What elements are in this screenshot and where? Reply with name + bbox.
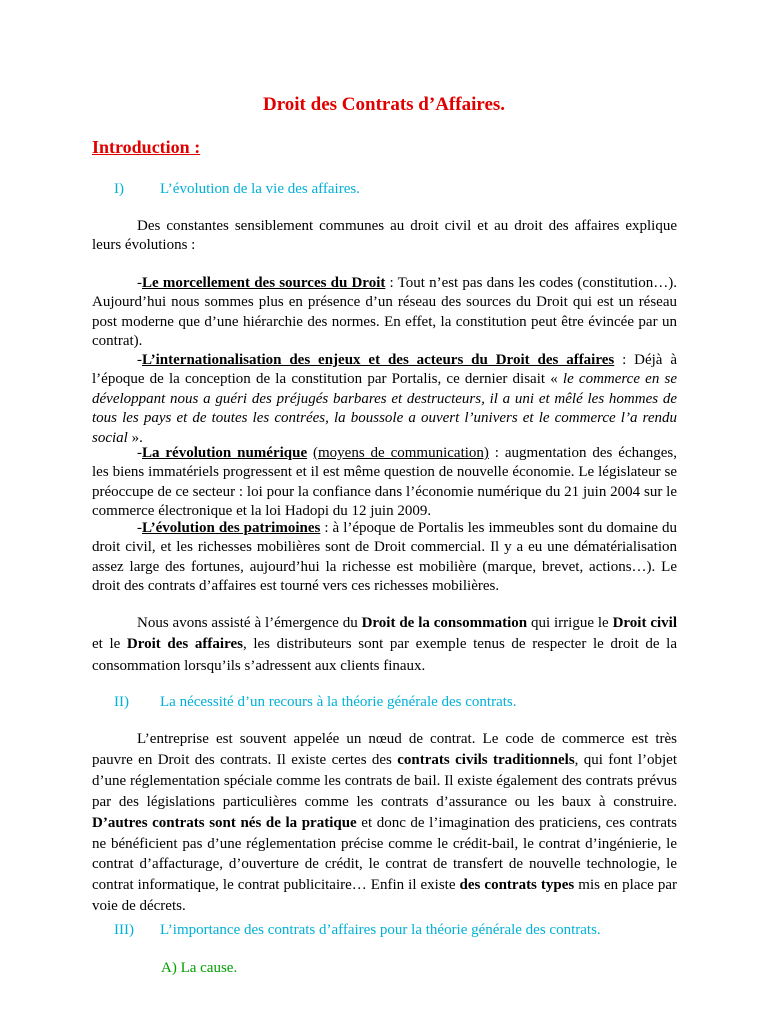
section-1-title: L’évolution de la vie des affaires. [160, 181, 360, 197]
paragraph-contrats [92, 729, 677, 917]
paragraph-text: et donc de l’imagination des praticiens, ces contrats ne bénéficient pas d’une réglementation précise comme le crédit-bail, le contrat d’ingénierie, le contrat d’affacturage, d’ouverture de crédit, le contrat de transfert de nouvelle technologie, le contrat informatique, le contrat publicitaire… Enfin il existe [92, 814, 677, 894]
paragraph-text: et le [92, 636, 127, 653]
bold-droit-consommation: Droit de la consommation [361, 615, 528, 631]
section-3-title: L’importance des contrats d’affaires pour la théorie générale des contrats. [160, 922, 601, 938]
paragraph-consommation [92, 613, 677, 677]
section-3-number: III) [114, 922, 134, 938]
paragraph-text: mis en place par voie de décrets. [92, 877, 678, 915]
bold-droit-affaires: Droit des affaires [126, 636, 243, 653]
section-2-title: La nécessité d’un recours à la théorie générale des contrats. [160, 694, 517, 710]
paragraph-text-end: ». [127, 429, 143, 446]
paragraph-dash: - [137, 445, 142, 461]
paragraph-text: L’entreprise est souvent appelée un nœud de contrat. Le code de commerce est très pauvre en Droit des contrats. Il existe certes des [92, 731, 677, 768]
paragraph-revolution-numerique [92, 444, 677, 522]
heading-evolution-patrimoines: L’évolution des patrimoines [142, 520, 321, 536]
paragraph-text: Nous avons assisté à l’émergence du [137, 615, 362, 631]
paragraph-dash: - [137, 275, 142, 291]
heading-revolution-numerique: La révolution numérique [142, 445, 308, 461]
paragraph-sources-du-droit [92, 274, 677, 352]
paragraph-text: : augmentation des échanges, les biens immatériels progressent et il est même question de nouvelle économie. Le législateur se préoccupe de ce secteur : loi pour la confiance dans l’économie numérique du 21 juin 2004 sur le commerce électronique et la loi Hadopi du 12 juin 2009. [92, 445, 678, 520]
section-1-number: I) [114, 181, 124, 197]
bold-contrats-civils: contrats civils traditionnels [397, 751, 575, 768]
portalis-quote: le commerce en se développant nous a guéri des préjugés barbares et destructeurs, il a uni et mêlé les hommes de tous les pays et de toutes les contrées, la boussole a ouvert l’univers et le commerce l’a rendu social [92, 371, 677, 446]
section-2-number: II) [114, 694, 129, 710]
paragraph-text: : Tout n’est pas dans les codes (constitution…). Aujourd’hui nous sommes plus en présence d’un réseau des sources du Droit qui est un réseau post moderne que d’une hiérarchie des normes. En effet, la constitution peut être évincée par un contrat). [92, 275, 677, 350]
bold-contrats-types: des contrats types [459, 877, 575, 894]
bold-autres-contrats: D’autres contrats sont nés de la pratique [92, 814, 357, 831]
document-title: Droit des Contrats d’Affaires. [262, 94, 506, 115]
paragraph-internationalisation [92, 351, 677, 448]
heading-morcellement: Le morcellement des sources du Droit [142, 275, 386, 291]
introduction-heading: Introduction : [92, 137, 201, 157]
paragraph-1: Des constantes sensiblement communes au droit civil et au droit des affaires explique leurs évolutions : [92, 218, 677, 254]
paragraph-text: : Déjà à l’époque de la conception de la constitution par Portalis, ce dernier disait « [92, 352, 677, 388]
paragraph-text: , les distributeurs sont par exemple tenus de respecter le droit de la consommation lorsqu’ils s’adressent aux clients finaux. [92, 636, 677, 674]
paragraph-dash: - [137, 352, 142, 368]
paragraph-text: qui irrigue le [527, 615, 613, 631]
heading-internationalisation: L’internationalisation des enjeux et des acteurs du Droit des affaires [142, 352, 615, 368]
paragraph-dash: - [137, 520, 142, 536]
subsection-a-heading: A) La cause. [161, 960, 238, 976]
paragraph-text: , qui font l’objet d’une réglementation spéciale comme les contrats de bail. Il existe également des contrats prévus par des législations particulières comme les contrats d’assurance ou les baux à construire. [92, 751, 677, 810]
moyens-de-communication: (moyens de communication) [313, 445, 489, 461]
bold-droit-civil: Droit civil [612, 615, 677, 631]
paragraph-text: : à l’époque de Portalis les immeubles sont du domaine du droit civil, et les richesses mobilières sont de Droit commercial. Il y a eu une dématérialisation assez large des fortunes, aujourd’hui la richesse est mobilière (marque, brevet, actions…). Le droit des contrats d’affaires est tourné vers ces richesses mobilières. [92, 520, 678, 595]
paragraph-evolution-patrimoines [92, 519, 677, 597]
